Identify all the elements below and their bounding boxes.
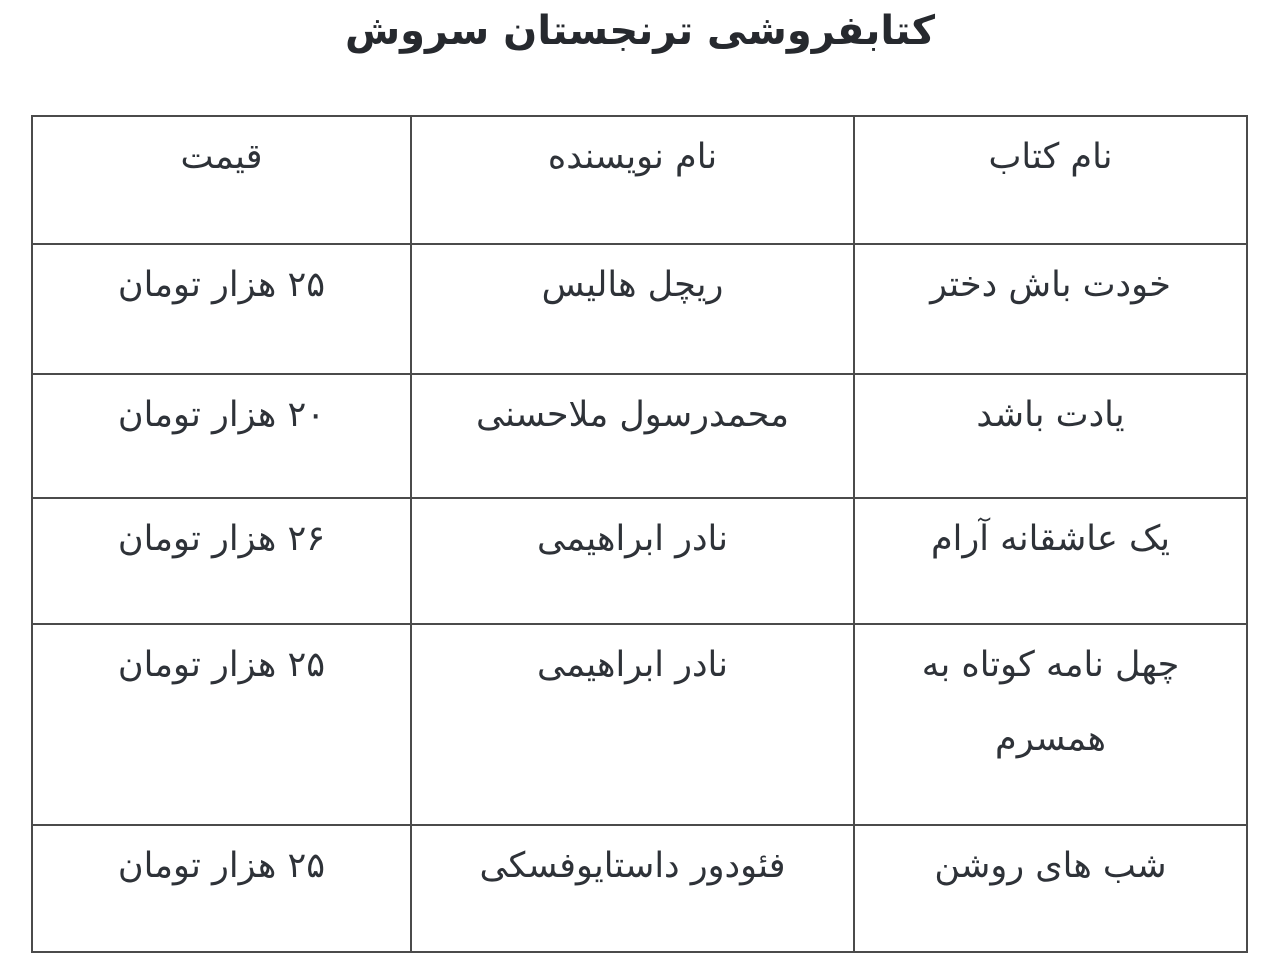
books-table xyxy=(31,115,1248,953)
table-row xyxy=(32,244,1247,374)
cell-book-name: یادت باشد xyxy=(854,374,1247,498)
header-price: قیمت xyxy=(32,116,411,244)
cell-book-name: خودت باش دختر xyxy=(854,244,1247,374)
table-row xyxy=(32,825,1247,952)
table-row xyxy=(32,374,1247,498)
table-row xyxy=(32,498,1247,624)
cell-price: ۲۶ هزار تومان xyxy=(32,498,411,624)
cell-price: ۲۵ هزار تومان xyxy=(32,825,411,952)
cell-author-name: ریچل هالیس xyxy=(411,244,854,374)
cell-book-name: چهل نامه کوتاه به همسرم xyxy=(854,624,1247,825)
header-author-name: نام نویسنده xyxy=(411,116,854,244)
cell-price: ۲۵ هزار تومان xyxy=(32,624,411,825)
cell-author-name: محمدرسول ملاحسنی xyxy=(411,374,854,498)
header-book-name: نام کتاب xyxy=(854,116,1247,244)
cell-price: ۲۵ هزار تومان xyxy=(32,244,411,374)
cell-book-name: یک عاشقانه آرام xyxy=(854,498,1247,624)
cell-author-name: نادر ابراهیمی xyxy=(411,624,854,825)
cell-book-name: شب های روشن xyxy=(854,825,1247,952)
table-header-row xyxy=(32,116,1247,244)
page-title: کتابفروشی ترنجستان سروش xyxy=(344,8,936,54)
table-row xyxy=(32,624,1247,825)
cell-author-name: فئودور داستایوفسکی xyxy=(411,825,854,952)
cell-price: ۲۰ هزار تومان xyxy=(32,374,411,498)
cell-author-name: نادر ابراهیمی xyxy=(411,498,854,624)
